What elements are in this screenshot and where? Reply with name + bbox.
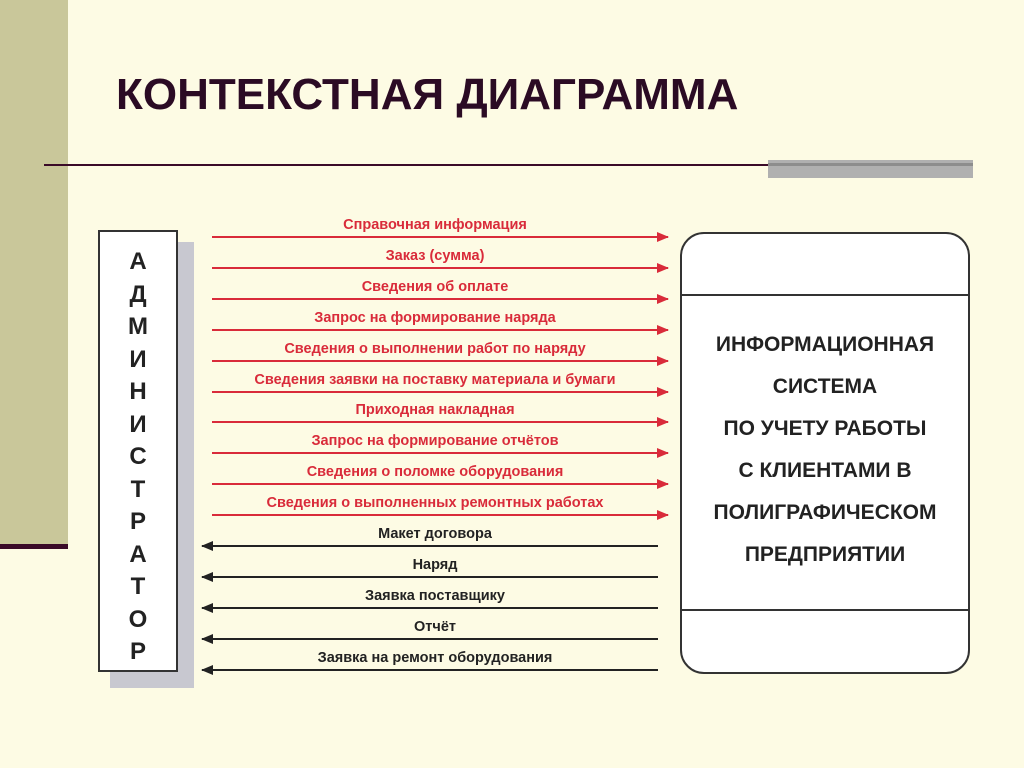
page-title: КОНТЕКСТНАЯ ДИАГРАММА xyxy=(116,70,739,119)
admin-letter: Д xyxy=(129,280,147,308)
system-label-line: ПОЛИГРАФИЧЕСКОМ xyxy=(713,501,937,524)
admin-letter: Р xyxy=(129,638,146,665)
admin-letter: И xyxy=(129,410,147,438)
system-label-line: СИСТЕМА xyxy=(772,375,878,398)
system-label-line: ПО УЧЕТУ РАБОТЫ xyxy=(723,417,927,440)
admin-letter: Р xyxy=(129,508,146,535)
admin-letter: А xyxy=(129,540,147,568)
admin-letter: О xyxy=(128,605,148,633)
admin-letter: С xyxy=(129,443,147,470)
flow-label-to-system: Сведения о выполненных ремонтных работах xyxy=(266,495,604,511)
admin-letter: Т xyxy=(130,573,146,600)
flow-label-to-system: Запрос на формирование отчётов xyxy=(311,433,559,449)
flow-label-to-system: Сведения об оплате xyxy=(361,279,509,295)
flow-label-to-system: Сведения заявки на поставку материала и бумаги xyxy=(254,372,616,388)
flow-label-to-system: Справочная информация xyxy=(343,217,527,233)
system-label-line: ИНФОРМАЦИОННАЯ xyxy=(715,333,935,356)
flow-label-to-system: Заказ (сумма) xyxy=(385,248,485,264)
flow-label-to-system: Запрос на формирование наряда xyxy=(314,310,556,326)
flow-label-to-system: Сведения о поломке оборудования xyxy=(306,464,564,480)
admin-letter: И xyxy=(129,345,147,373)
admin-letter: А xyxy=(129,248,147,275)
flow-label-to-admin: Наряд xyxy=(412,557,458,573)
system-label-line: ПРЕДПРИЯТИИ xyxy=(744,543,906,566)
system-label-line: С КЛИЕНТАМИ В xyxy=(738,459,912,482)
admin-letter: Т xyxy=(130,475,146,503)
flow-label-to-admin: Заявка на ремонт оборудования xyxy=(317,650,553,666)
flow-label-to-system: Приходная накладная xyxy=(355,402,515,418)
flow-label-to-system: Сведения о выполнении работ по наряду xyxy=(284,341,586,357)
flow-label-to-admin: Отчёт xyxy=(414,619,456,635)
admin-letter: Н xyxy=(129,378,147,405)
admin-letter: М xyxy=(128,313,148,340)
flow-label-to-admin: Макет договора xyxy=(378,526,492,542)
flow-label-to-admin: Заявка поставщику xyxy=(365,588,505,604)
